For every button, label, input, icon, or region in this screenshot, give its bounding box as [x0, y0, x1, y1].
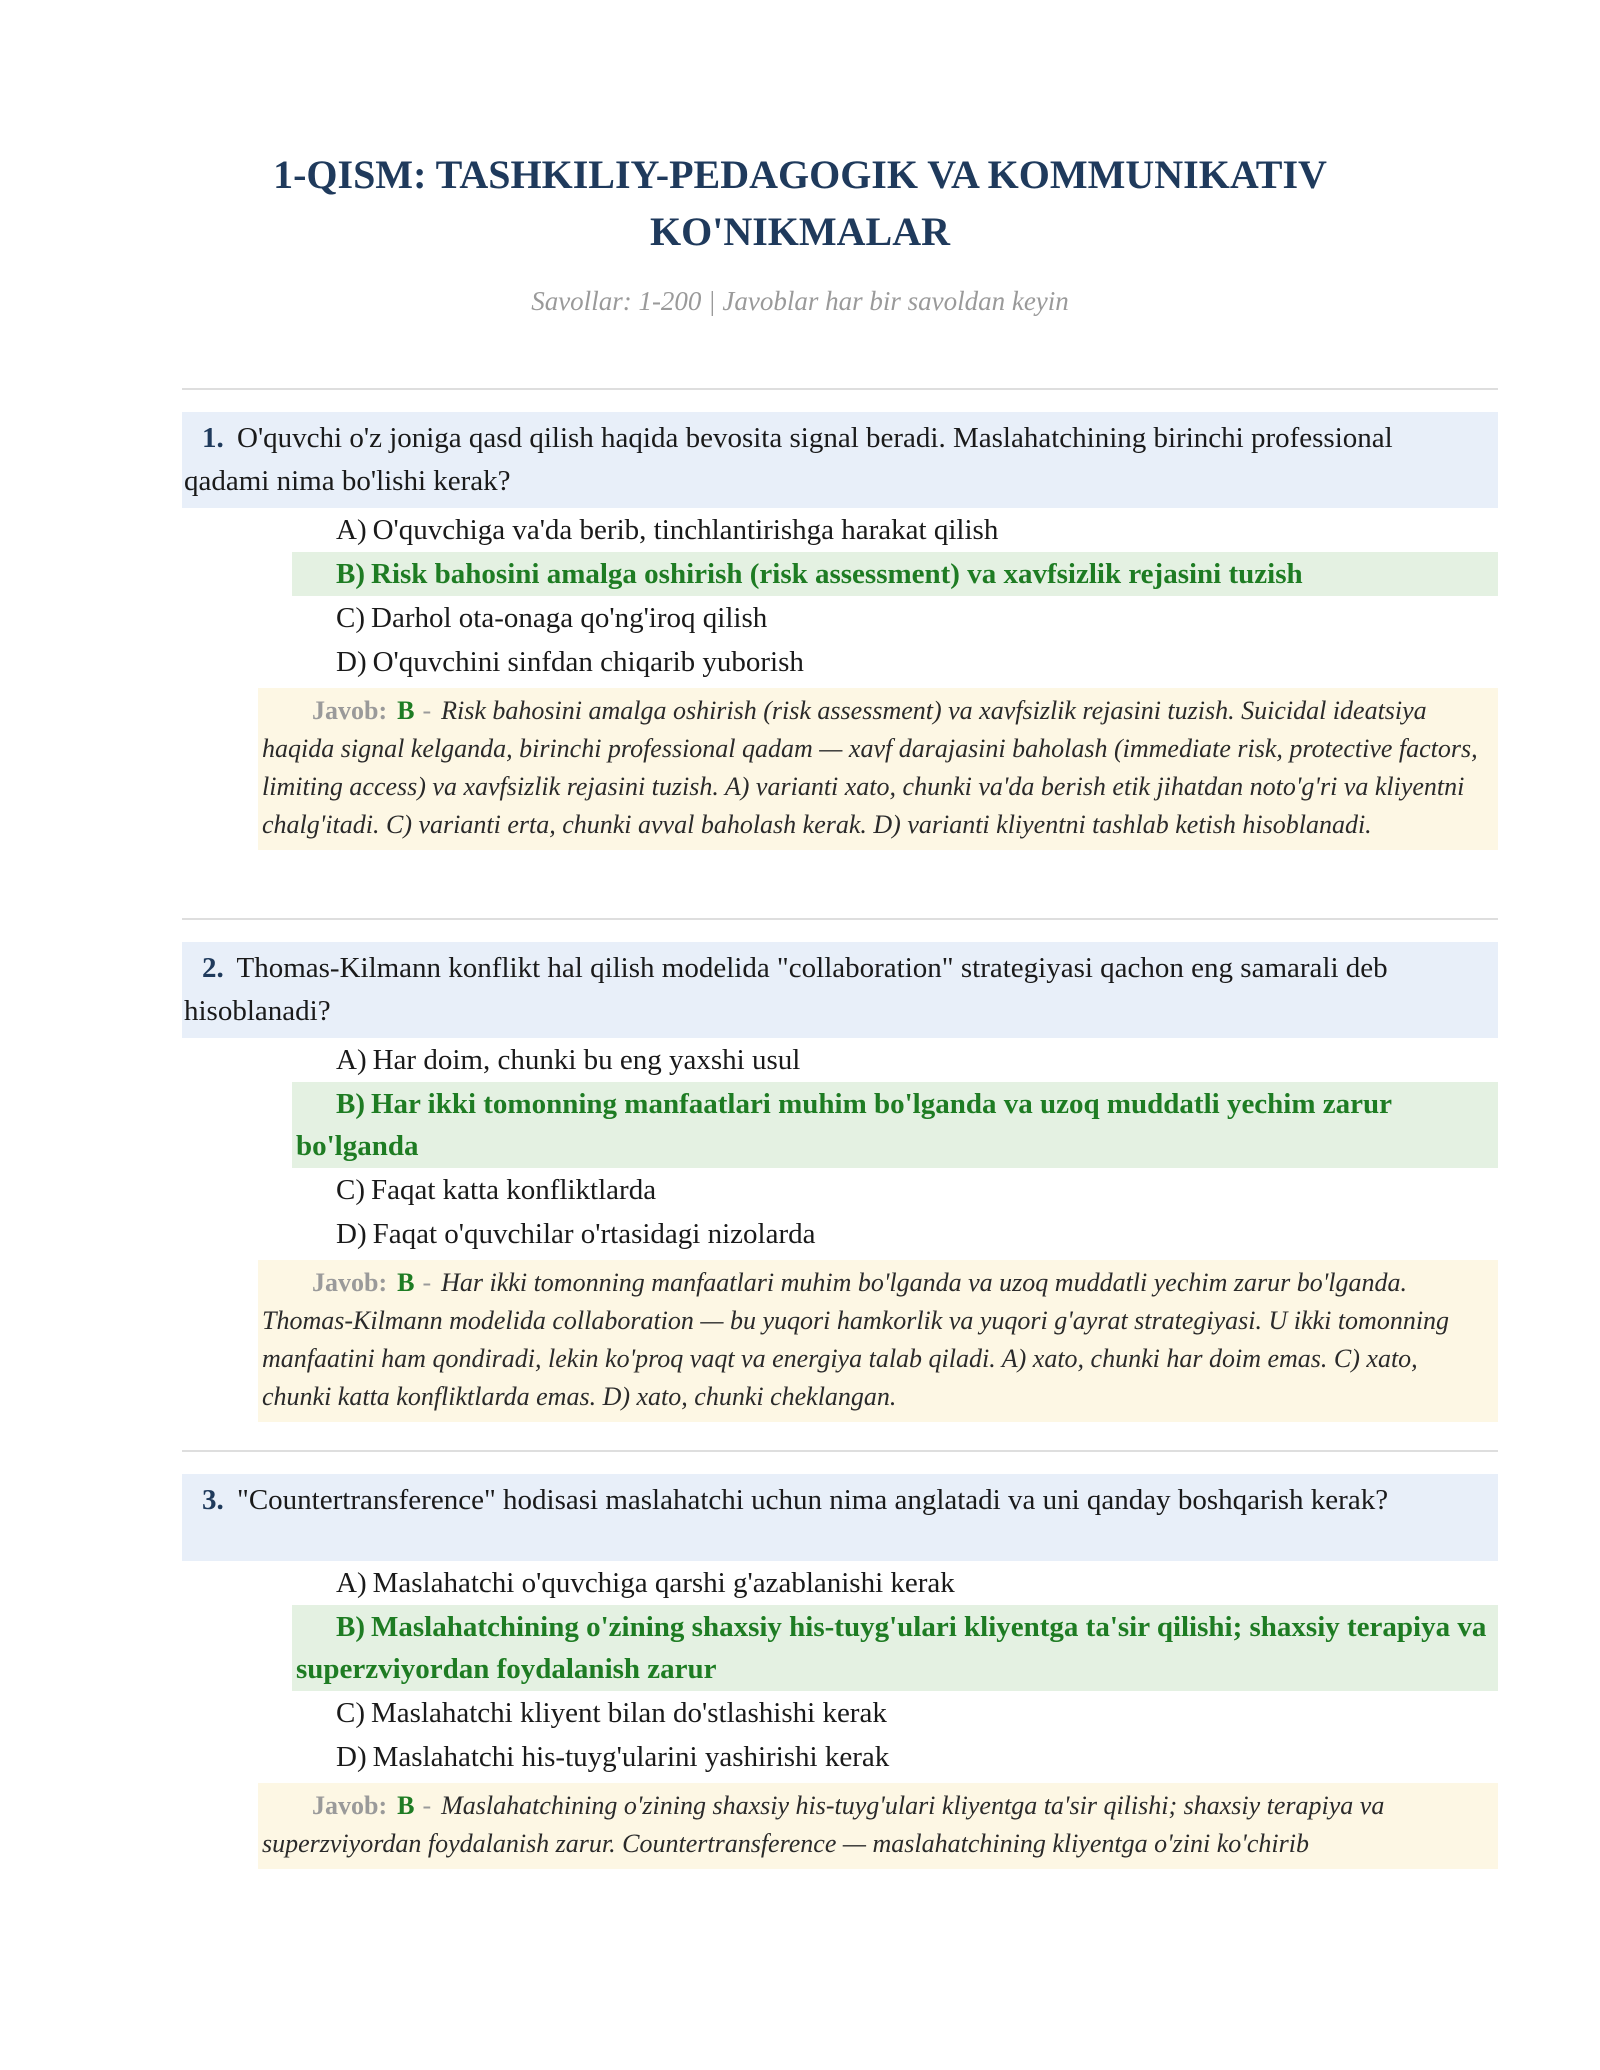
answer-explanation: Har ikki tomonning manfaatlari muhim bo'lganda va uzoq muddatli yechim zarur bo'lganda. Thomas-Kilmann modelida collaboration — bu yuqori hamkorlik va yuqori g'ayrat strategiyasi. U ikki tomonning manfaatini ham qondiradi, lekin ko'proq vaqt va energiya talab qiladi. A) xato, chunki har doim emas. C) xato, chunki katta konfliktlarda emas. D) xato, chunki cheklangan. [262, 1268, 1450, 1411]
option-letter: C) [336, 602, 365, 634]
question-number: 1. [202, 422, 224, 454]
answer-box [258, 1783, 1498, 1869]
option-c[interactable] [292, 596, 1498, 640]
option-d[interactable] [292, 1212, 1498, 1256]
answer-box [258, 1260, 1498, 1422]
option-d[interactable] [292, 640, 1498, 684]
option-text: Maslahatchining o'zining shaxsiy his-tuyg'ulari kliyentga ta'sir qilishi; shaxsiy terapiya va superzviyordan foydalanish zarur [296, 1611, 1487, 1685]
divider [182, 918, 1498, 920]
question-header [182, 942, 1498, 1038]
question-2 [182, 942, 1498, 1422]
question-header [182, 412, 1498, 508]
option-letter: D) [336, 1741, 367, 1773]
option-letter: A) [336, 1567, 367, 1599]
answer-dash: - [422, 1268, 432, 1297]
option-letter: A) [336, 514, 367, 546]
option-text: Har ikki tomonning manfaatlari muhim bo'lganda va uzoq muddatli yechim zarur bo'lganda [296, 1088, 1392, 1162]
option-c[interactable] [292, 1691, 1498, 1735]
divider [182, 1450, 1498, 1452]
option-a[interactable] [292, 508, 1498, 552]
option-text: Maslahatchi his-tuyg'ularini yashirishi kerak [372, 1741, 890, 1773]
option-text: O'quvchini sinfdan chiqarib yuborish [372, 646, 804, 678]
answer-dash: - [422, 1791, 432, 1820]
divider [182, 388, 1498, 390]
option-text: Darhol ota-onaga qo'ng'iroq qilish [371, 602, 768, 634]
answer-letter: B [397, 1268, 415, 1297]
option-b-correct[interactable] [292, 1082, 1498, 1168]
page-title: 1-QISM: TASHKILIY-PEDAGOGIK VA KOMMUNIKATIV KO'NIKMALAR [273, 152, 1327, 254]
options-list [292, 1561, 1498, 1779]
option-b-correct[interactable] [292, 552, 1498, 596]
option-letter: D) [336, 646, 367, 678]
answer-label: Javob: [312, 1268, 388, 1297]
option-text: Maslahatchi kliyent bilan do'stlashishi kerak [371, 1697, 887, 1729]
answer-letter: B [397, 1791, 415, 1820]
question-header [182, 1474, 1498, 1561]
answer-label: Javob: [312, 1791, 388, 1820]
option-letter: B) [336, 1611, 365, 1643]
question-1 [182, 412, 1498, 850]
answer-explanation: Risk bahosini amalga oshirish (risk assessment) va xavfsizlik rejasini tuzish. Suicidal ideatsiya haqida signal kelganda, birinchi professional qadam — xavf darajasini baholash (immediate risk, protective factors, limiting access) va xavfsizlik rejasini tuzish. A) varianti xato, chunki va'da berish etik jihatdan noto'g'ri va kliyentni chalg'itadi. C) varianti erta, chunki avval baholash kerak. D) varianti kliyentni tashlab ketish hisoblanadi. [262, 696, 1478, 839]
answer-letter: B [397, 696, 415, 725]
option-b-correct[interactable] [292, 1605, 1498, 1691]
option-a[interactable] [292, 1561, 1498, 1605]
option-c[interactable] [292, 1168, 1498, 1212]
option-letter: B) [336, 1088, 365, 1120]
option-letter: C) [336, 1174, 365, 1206]
answer-label: Javob: [312, 696, 388, 725]
answer-dash: - [422, 696, 432, 725]
option-text: O'quvchiga va'da berib, tinchlantirishga harakat qilish [372, 514, 999, 546]
option-d[interactable] [292, 1735, 1498, 1779]
option-letter: B) [336, 558, 365, 590]
option-text: Faqat o'quvchilar o'rtasidagi nizolarda [372, 1218, 816, 1250]
answer-explanation: Maslahatchining o'zining shaxsiy his-tuyg'ulari kliyentga ta'sir qilishi; shaxsiy terapiya va superzviyordan foydalanish zarur. Countertransference — maslahatchining kliyentga o'zini ko'chirib [262, 1791, 1385, 1858]
option-letter: C) [336, 1697, 365, 1729]
question-text: "Countertransference" hodisasi maslahatchi uchun nima anglatadi va uni qanday boshqarish kerak? [237, 1484, 1389, 1516]
option-letter: D) [336, 1218, 367, 1250]
page-subtitle: Savollar: 1-200 | Javoblar har bir savoldan keyin [531, 286, 1069, 316]
answer-box [258, 688, 1498, 850]
question-number: 2. [202, 952, 224, 984]
option-text: Faqat katta konfliktlarda [371, 1174, 657, 1206]
question-text: O'quvchi o'z joniga qasd qilish haqida bevosita signal beradi. Maslahatchining birinchi professional qadami nima bo'lishi kerak? [184, 422, 1393, 497]
question-number: 3. [202, 1484, 224, 1516]
options-list [292, 1038, 1498, 1256]
options-list [292, 508, 1498, 684]
question-text: Thomas-Kilmann konflikt hal qilish modelida "collaboration" strategiyasi qachon eng samarali deb hisoblanadi? [184, 952, 1388, 1027]
option-text: Har doim, chunki bu eng yaxshi usul [372, 1044, 801, 1076]
option-letter: A) [336, 1044, 367, 1076]
option-text: Maslahatchi o'quvchiga qarshi g'azablanishi kerak [372, 1567, 955, 1599]
question-3 [182, 1474, 1498, 1869]
option-text: Risk bahosini amalga oshirish (risk assessment) va xavfsizlik rejasini tuzish [371, 558, 1303, 590]
option-a[interactable] [292, 1038, 1498, 1082]
